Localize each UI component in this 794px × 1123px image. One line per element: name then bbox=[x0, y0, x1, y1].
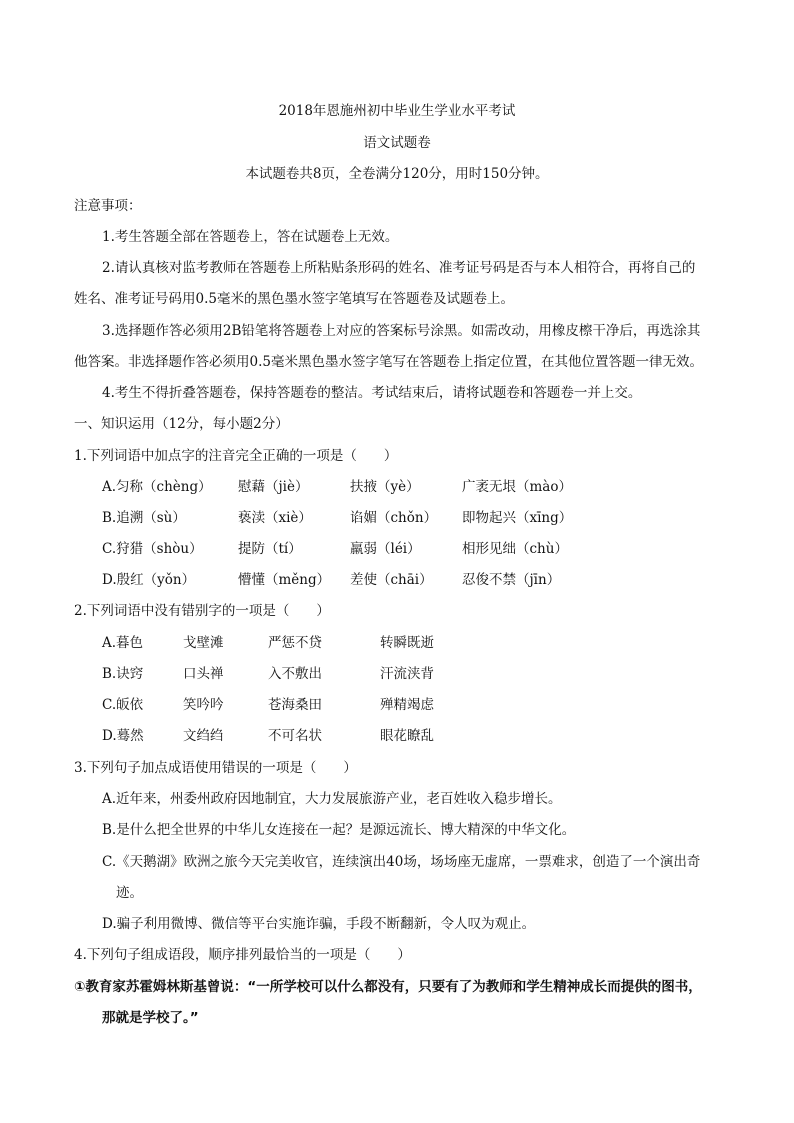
q3-option-c-line-1: C.《天鹅湖》欧洲之旅今天完美收官，连续演出40场，场场座无虚席，一票难求，创造了一个演出奇 bbox=[102, 854, 701, 870]
q2-option-b-word-3: 入不敷出 bbox=[268, 666, 322, 682]
q1-option-d-word-1: D.殷红（yǒn） bbox=[102, 572, 196, 588]
q2-option-d-word-1: D.蓦然 bbox=[102, 728, 144, 744]
q1-option-c-word-3: 羸弱（léi） bbox=[350, 541, 421, 557]
q1-option-a-word-2: 慰藉（jiè） bbox=[238, 479, 309, 495]
q3-option-d: D.骗子利用微博、微信等平台实施诈骗，手段不断翻新，令人叹为观止。 bbox=[102, 916, 536, 932]
q2-option-d-word-3: 不可名状 bbox=[268, 728, 322, 744]
q2-option-b-word-2: 口头禅 bbox=[183, 666, 224, 682]
q4-stem: 4.下列句子组成语段，顺序排列最恰当的一项是（ ） bbox=[74, 947, 411, 963]
q2-option-c-word-3: 苍海桑田 bbox=[268, 697, 322, 713]
q1-option-b-word-1: B.追溯（sù） bbox=[102, 510, 186, 526]
q1-option-a-word-4: 广袤无垠（mào） bbox=[462, 479, 572, 495]
q1-stem: 1.下列词语中加点字的注音完全正确的一项是（ ） bbox=[74, 448, 398, 464]
q1-option-c-word-1: C.狩猎（shòu） bbox=[102, 541, 203, 557]
q1-option-a-word-3: 扶掖（yè） bbox=[350, 479, 420, 495]
q2-option-d-word-2: 文绉绉 bbox=[183, 728, 224, 744]
notice-item-1: 1.考生答题全部在答题卷上，答在试题卷上无效。 bbox=[102, 229, 399, 245]
q1-option-c-word-2: 提防（tí） bbox=[238, 541, 302, 557]
q2-stem: 2.下列词语中没有错别字的一项是（ ） bbox=[74, 603, 330, 619]
q3-stem: 3.下列句子加点成语使用错误的一项是（ ） bbox=[74, 760, 357, 776]
q3-option-c-line-2: 迹。 bbox=[116, 885, 143, 901]
q1-option-d-word-2: 懵懂（měng） bbox=[238, 572, 331, 588]
q1-option-b-word-4: 即物起兴（xīng） bbox=[462, 510, 573, 526]
q2-option-d-word-4: 眼花瞭乱 bbox=[380, 728, 434, 744]
q2-option-a-word-2: 戈壁滩 bbox=[183, 635, 224, 651]
q2-option-b-word-4: 汗流浃背 bbox=[380, 666, 434, 682]
q1-option-a-word-1: A.匀称（chèng） bbox=[102, 479, 212, 495]
q2-option-c-word-4: 殚精竭虑 bbox=[380, 697, 434, 713]
exam-title: 2018年恩施州初中毕业生学业水平考试 bbox=[278, 103, 516, 119]
q1-option-d-word-4: 忍俊不禁（jīn） bbox=[462, 572, 561, 588]
exam-info: 本试题卷共8页，全卷满分120分，用时150分钟。 bbox=[245, 166, 549, 182]
q3-option-b: B.是什么把全世界的中华儿女连接在一起？是源远流长、博大精深的中华文化。 bbox=[102, 822, 576, 838]
notice-item-2-line-2: 姓名、准考证号码用0.5毫米的黑色墨水签字笔填写在答题卷及试题卷上。 bbox=[74, 291, 514, 307]
q1-option-b-word-2: 亵渎（xiè） bbox=[238, 510, 312, 526]
q4-sentence-1-line-2: 那就是学校了。” bbox=[102, 1010, 199, 1026]
q3-option-a: A.近年来，州委州政府因地制宜，大力发展旅游产业，老百姓收入稳步增长。 bbox=[102, 791, 562, 807]
notice-item-3-line-2: 他答案。非选择题作答必须用0.5毫米黑色墨水签字笔写在答题卷上指定位置，在其他位置答题一律无效。 bbox=[74, 354, 703, 370]
q1-option-d-word-3: 差使（chāi） bbox=[350, 572, 433, 588]
q2-option-a-word-3: 严惩不贷 bbox=[268, 635, 322, 651]
q4-sentence-1-line-1: ①教育家苏霍姆林斯基曾说：“一所学校可以什么都没有，只要有了为教师和学生精神成长而提供的图书， bbox=[74, 979, 702, 995]
q2-option-a-word-4: 转瞬既逝 bbox=[380, 635, 434, 651]
section-1-heading: 一、知识运用（12分，每小题2分） bbox=[74, 416, 289, 432]
q1-option-c-word-4: 相形见绌（chù） bbox=[462, 541, 568, 557]
q1-option-b-word-3: 谄媚（chǒn） bbox=[350, 510, 438, 526]
q2-option-b-word-1: B.诀窍 bbox=[102, 666, 144, 682]
q2-option-a-word-1: A.暮色 bbox=[102, 635, 144, 651]
notice-heading: 注意事项： bbox=[74, 198, 142, 214]
q2-option-c-word-2: 笑吟吟 bbox=[183, 697, 224, 713]
exam-subtitle: 语文试题卷 bbox=[363, 135, 431, 151]
notice-item-3-line-1: 3.选择题作答必须用2B铅笔将答题卷上对应的答案标号涂黑。如需改动，用橡皮檫干净后，再选涂其 bbox=[102, 323, 701, 339]
notice-item-4: 4.考生不得折叠答题卷，保持答题卷的整洁。考试结束后，请将试题卷和答题卷一并上交。 bbox=[102, 385, 642, 401]
notice-item-2-line-1: 2.请认真核对监考教师在答题卷上所粘贴条形码的姓名、准考证号码是否与本人相符合，再将自己的 bbox=[102, 260, 696, 276]
q2-option-c-word-1: C.皈依 bbox=[102, 697, 144, 713]
